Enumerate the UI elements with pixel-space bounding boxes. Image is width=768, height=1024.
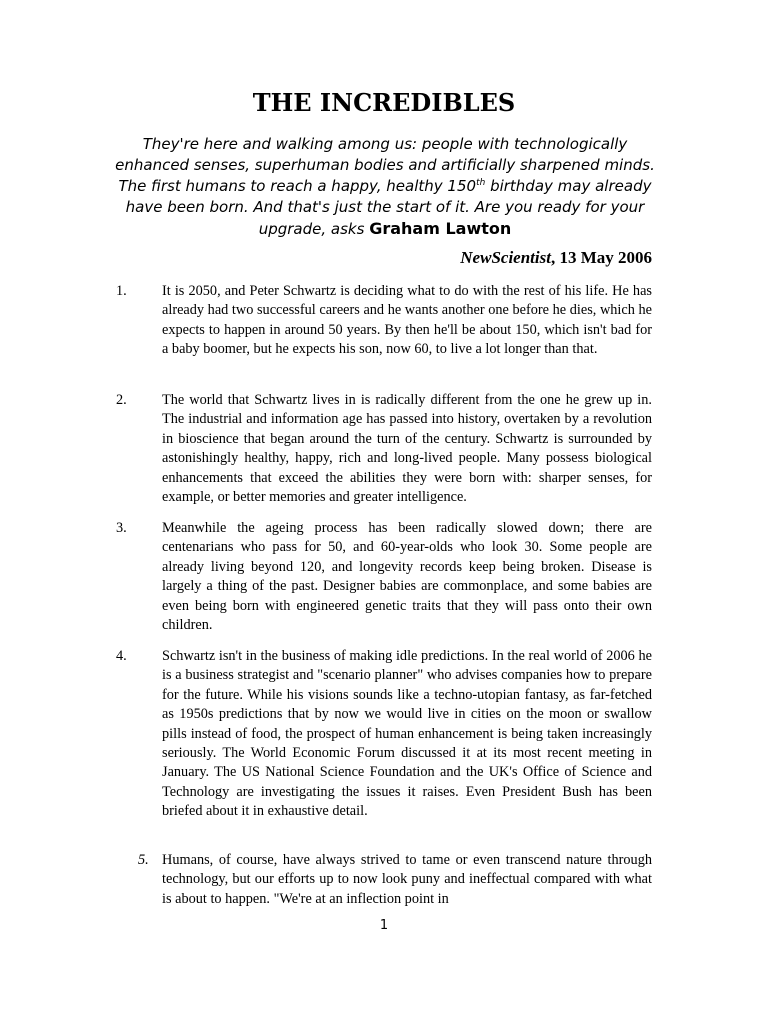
standfirst-text: They're here and walking among us: people with technologically enhanced senses, superhuman bodies and artificially sharpened minds. The first humans to reach a happy, healthy 150 — [115, 135, 655, 195]
paragraph-text: It is 2050, and Peter Schwartz is deciding what to do with the rest of his life. He has already had two successful careers and he wants another one before he dies, which he expects to happen in around 50 years. By then he'll be about 150, which isn't bad for a baby boomer, but he expects his son, now 60, to live a lot longer than that. — [162, 283, 652, 358]
paragraph-3 — [116, 519, 652, 635]
paragraph-2 — [116, 391, 652, 507]
standfirst — [112, 134, 658, 240]
standfirst-superscript: th — [476, 178, 486, 188]
publication-date: , 13 May 2006 — [550, 248, 652, 267]
paragraph-text: The world that Schwartz lives in is radically different from the one he grew up in. The industrial and information age has passed into history, overtaken by a revolution in bioscience that began around the turn of the century. Schwartz is surrounded by astonishingly healthy, happy, rich and long-lived people. Many possess biological enhancements that exceed the abilities they were born with: sharper senses, for example, or better memories and greater intelligence. — [162, 392, 652, 506]
paragraph-text: Humans, of course, have always strived to tame or even transcend nature through technology, but our efforts up to now look puny and ineffectual compared with what is about to happen. "We're at an inflection point in — [162, 852, 652, 907]
author-name: Graham Lawton — [369, 219, 512, 238]
paragraph-4 — [116, 647, 652, 822]
paragraph-text: Schwartz isn't in the business of making idle predictions. In the real world of 2006 he is a business strategist and "scenario planner" who advises companies how to prepare for the future. While his visions sounds like a techno-utopian fantasy, as far-fetched as 1950s predictions that by now we would live in cities on the moon or swallow pills instead of food, the prospect of human enhancement is being taken increasingly seriously. The World Economic Forum discussed it at its most recent meeting in January. The US National Science Foundation and the UK's Office of Science and Technology are investigating the issues it raises. Even President Bush has been briefed about it in exhaustive detail. — [162, 648, 652, 820]
document-title: THE INCREDIBLES — [252, 88, 516, 117]
paragraph-1 — [116, 282, 652, 360]
paragraph-text: Meanwhile the ageing process has been radically slowed down; there are centenarians who pass for 50, and 60-year-olds who look 30. Some people are already living beyond 120, and longevity records keep being broken. Disease is largely a thing of the past. Designer babies are commonplace, and some babies are even being born with engineered genetic traits that they will pass onto their own children. — [162, 520, 652, 634]
page-number: 1 — [379, 918, 389, 933]
standfirst-text-continued: birthday may already have been born. And that's just the start of it. Are you ready for your upgrade, asks — [125, 177, 652, 238]
source-line — [460, 248, 652, 268]
paragraph-5 — [116, 851, 652, 909]
paragraph-number: 5. — [138, 852, 149, 868]
paragraph-number: 2. — [116, 392, 127, 408]
paragraph-number: 3. — [116, 520, 127, 536]
publication-name: NewScientist — [460, 248, 551, 267]
paragraph-number: 4. — [116, 648, 127, 664]
paragraph-number: 1. — [116, 283, 127, 299]
